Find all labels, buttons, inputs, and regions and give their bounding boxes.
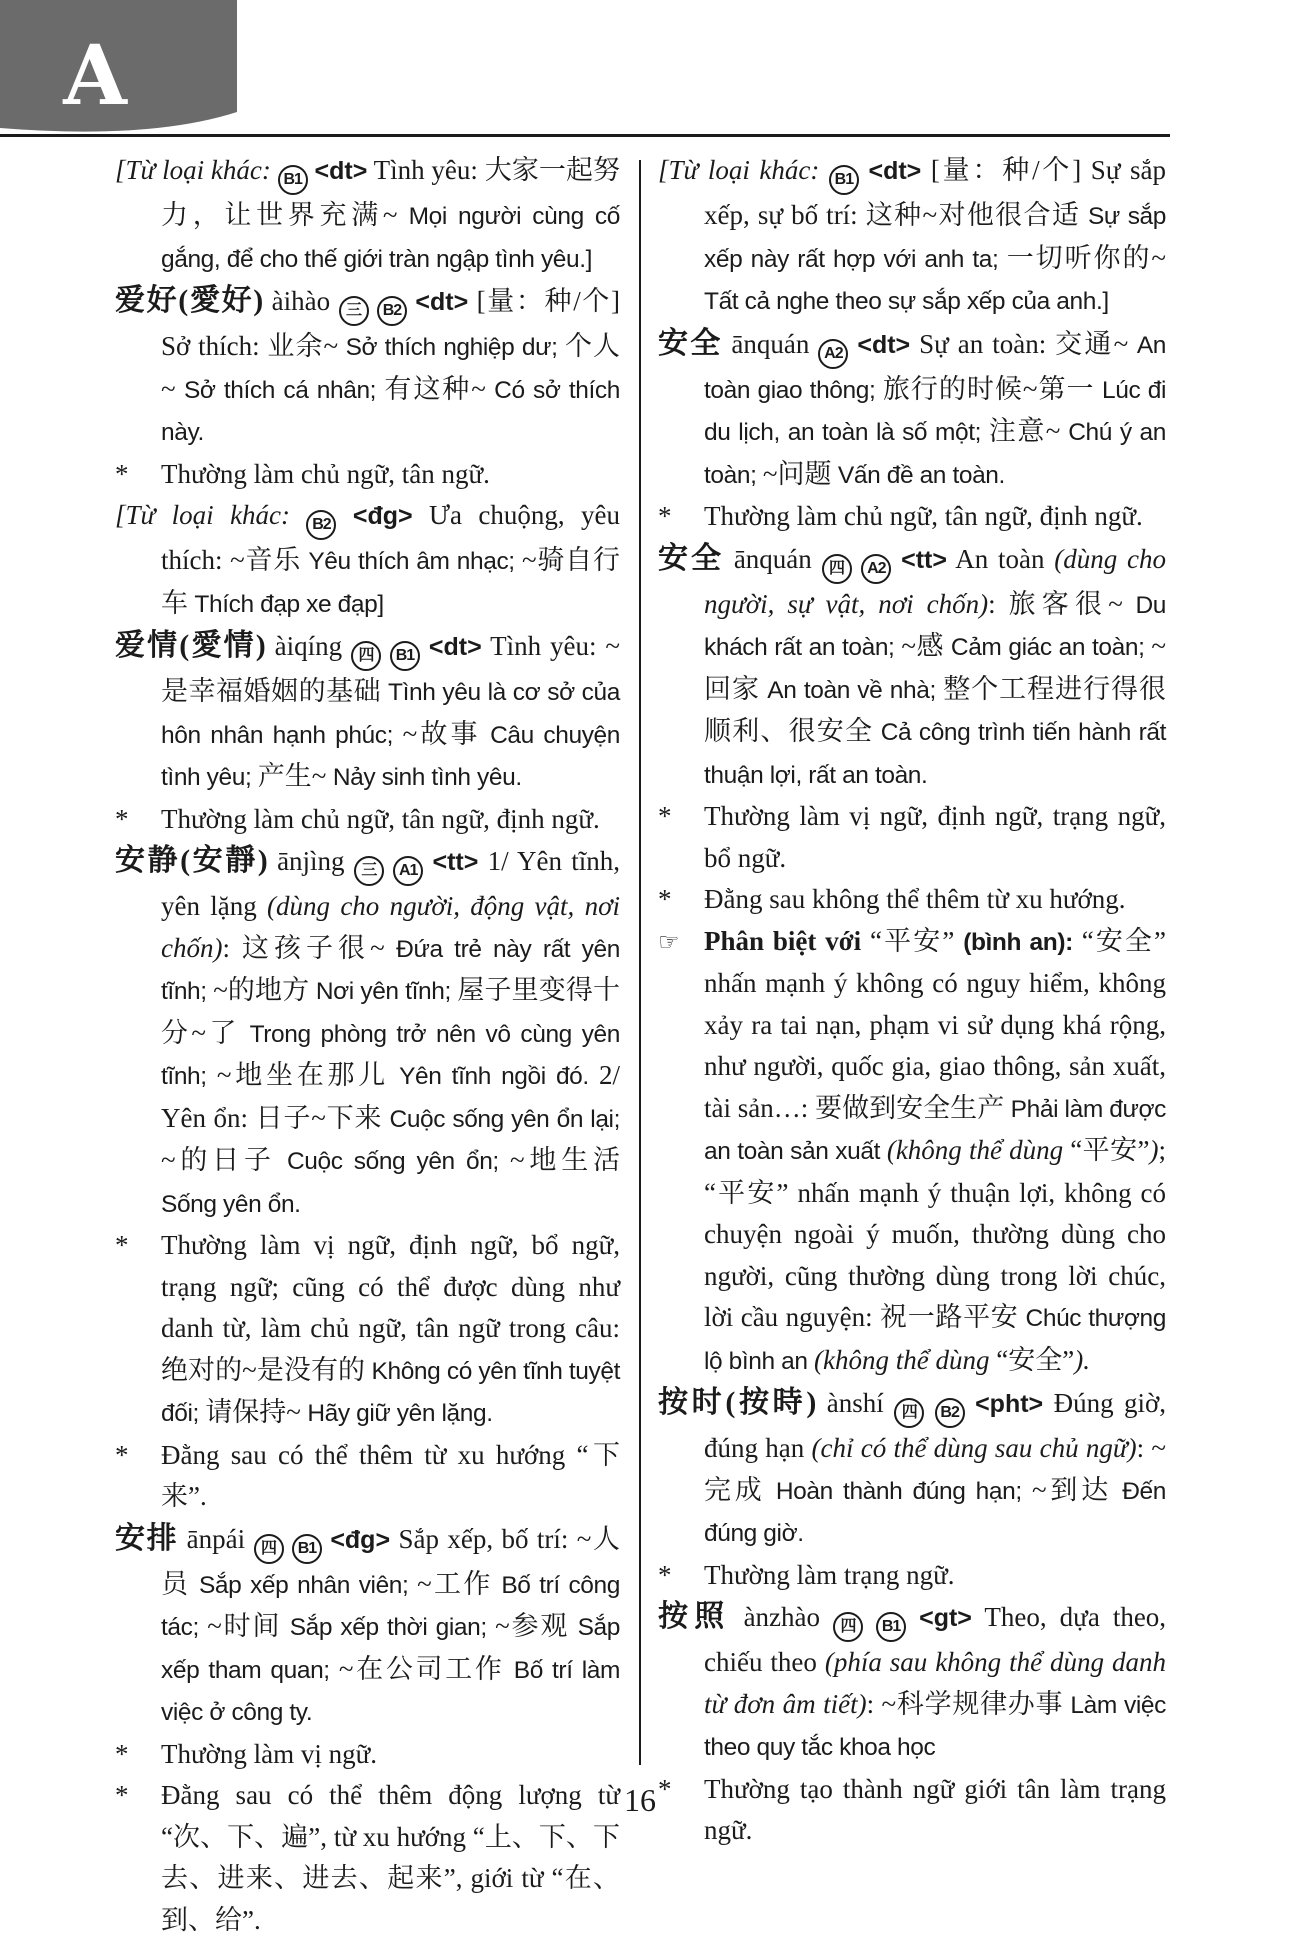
level-badge: 四: [833, 1612, 863, 1642]
text-segment: Sở thích cá nhân;: [175, 376, 385, 404]
headword: 安全: [658, 541, 725, 575]
text-segment: [852, 544, 862, 574]
level-badge: B1: [390, 641, 420, 671]
level-badge: 三: [339, 296, 369, 326]
text-segment: Phải làm được an toàn sản xuất: [704, 1095, 1167, 1165]
text-segment: Thường làm trạng ngữ.: [704, 1559, 955, 1590]
text-segment: nhấn mạnh ý thuận lợi, không có chuyện ngoài ý muốn, thường dùng cho người, cũng thường dùng trong lời chúc, lời cầu nguyện:: [704, 1177, 1166, 1332]
text-segment: (không thể dùng: [886, 1135, 1071, 1165]
text-segment: “在、到、给”: [161, 1863, 621, 1935]
text-segment: [965, 1388, 975, 1418]
text-segment: Thường làm vị ngữ.: [161, 1738, 378, 1769]
text-segment: (chỉ có thể dùng sau chủ ngữ): [811, 1433, 1137, 1463]
text-segment: Tình yêu là cơ sở của hôn nhân hạnh phúc;: [161, 679, 620, 749]
text-segment: 祝一路平安: [880, 1302, 1019, 1332]
pinyin: ānquán: [722, 328, 819, 359]
text-segment: 屋子里变得十分~了: [161, 975, 620, 1048]
text-segment: Câu chuyện tình yêu;: [161, 721, 620, 791]
text-segment: ~在公司工作: [338, 1653, 505, 1684]
section-tab: [0, 0, 240, 147]
headword: 按照: [658, 1600, 731, 1633]
text-segment: ~的日子: [161, 1145, 276, 1175]
text-segment: 整个工程进行得很顺利、很安全: [704, 673, 1167, 746]
text-segment: ~骑自行车: [161, 545, 620, 618]
text-segment: [1073, 926, 1082, 956]
bullet-marker: *: [115, 1230, 129, 1260]
text-segment: Làm việc theo quy tắc khoa học: [704, 1691, 1166, 1761]
level-badge: B1: [278, 165, 308, 195]
text-segment: Tình yêu:: [481, 631, 606, 661]
text-segment: 产生~: [257, 761, 327, 791]
text-segment: [848, 329, 857, 359]
text-segment: ~工作: [417, 1568, 493, 1599]
text-segment: ~到达: [1031, 1474, 1113, 1505]
pos-tag: <đg>: [330, 1525, 391, 1554]
level-badge: B2: [377, 296, 407, 326]
text-segment: Đúng giờ, đúng hạn: [704, 1388, 1167, 1463]
level-badge: B2: [306, 510, 336, 540]
text-segment: , giới từ: [455, 1863, 552, 1893]
text-segment: Thường làm chủ ngữ, tân ngữ.: [161, 458, 490, 489]
text-segment: (phía sau không thể dùng danh từ đơn âm tiết): [704, 1647, 1166, 1719]
text-segment: “平安”: [870, 925, 955, 956]
pos-tag: <dt>: [868, 157, 922, 185]
text-segment: [906, 1602, 919, 1632]
text-segment: ~故事: [402, 718, 481, 749]
text-segment: 请保持~: [205, 1397, 301, 1427]
text-segment: ~地生活: [510, 1145, 621, 1175]
entry-paragraph: [658, 1596, 1166, 1769]
text-segment: 大家一起努力，让世界充满~: [161, 155, 621, 230]
text-segment: An toàn: [946, 543, 1055, 574]
text-segment: ~的地方: [213, 975, 310, 1005]
text-segment: [863, 1602, 876, 1632]
text-segment: 注意~: [988, 416, 1061, 446]
text-segment: “平安”: [1070, 1135, 1150, 1165]
text-segment: [369, 286, 377, 316]
bullet-paragraph: [658, 879, 1166, 921]
text-segment: 1/ Yên tĩnh, yên lặng: [161, 846, 621, 921]
level-badge: B2: [935, 1398, 965, 1428]
text-segment: Sự an toàn:: [910, 328, 1056, 359]
text-segment: [384, 846, 393, 876]
text-segment: Đằng sau có thể thêm từ xu hướng: [161, 1439, 577, 1470]
entry-paragraph: [115, 625, 620, 799]
text-segment: [284, 1524, 292, 1554]
text-segment: (không thể dùng: [814, 1344, 997, 1375]
text-segment: Theo, dựa theo, chiếu theo: [704, 1602, 1167, 1677]
text-segment: ;: [1158, 1135, 1166, 1165]
level-badge: 四: [822, 554, 852, 584]
level-badge: 三: [354, 856, 384, 886]
pos-tag: <đg>: [352, 502, 413, 530]
text-segment: (dùng cho người, sự vật, nơi chốn): [704, 543, 1167, 619]
bullet-marker: *: [115, 1780, 129, 1810]
text-segment: ~完成: [704, 1433, 1166, 1505]
text-segment: Sở thích:: [161, 331, 268, 361]
section-letter: A: [63, 28, 127, 124]
text-segment: Cảm giác an toàn;: [944, 634, 1152, 661]
text-segment: :: [222, 932, 242, 963]
text-segment: Cả công trình tiến hành rất thuận lợi, rất an toàn.: [704, 719, 1166, 789]
text-segment: [381, 631, 390, 661]
text-segment: Nảy sinh tình yêu.: [326, 764, 522, 791]
text-segment: ~是幸福婚姻的基础: [161, 631, 620, 706]
pos-tag: <dt>: [428, 633, 482, 661]
header-rule: [0, 134, 1170, 137]
entry-paragraph: [115, 280, 620, 454]
level-badge: B1: [829, 165, 859, 195]
pos-tag: <dt>: [857, 330, 911, 359]
text-segment: ~参观: [495, 1611, 570, 1641]
level-badge: B1: [292, 1534, 322, 1564]
pos-tag: <tt>: [901, 545, 947, 574]
text-segment: .: [253, 1904, 261, 1935]
pinyin: ānjìng: [267, 846, 354, 876]
text-segment: Tình yêu:: [367, 155, 485, 185]
bullet-paragraph: [115, 1435, 620, 1518]
text-segment: 旅客很~: [1008, 588, 1123, 619]
pinyin: àihào: [263, 286, 339, 316]
text-segment: Ưa chuộng, yêu thích:: [161, 500, 621, 575]
text-segment: “平安”: [704, 1177, 789, 1208]
text-segment: Sự sắp xếp, sự bố trí:: [704, 155, 1167, 230]
text-segment: Sắp xếp thời gian;: [281, 1614, 496, 1641]
text-segment: ).: [1074, 1344, 1090, 1375]
text-segment: , từ xu hướng: [320, 1821, 473, 1852]
pinyin: àiqíng: [265, 631, 352, 661]
text-segment: [量：种/个]: [476, 286, 620, 316]
text-segment: Sắp xếp nhân viên;: [190, 1571, 418, 1599]
text-segment: 一切听你的~: [1006, 242, 1166, 273]
text-segment: Hãy giữ yên lặng.: [300, 1400, 493, 1427]
right-column: [658, 150, 1166, 1852]
text-segment: [Từ loại khác:: [658, 155, 829, 185]
text-segment: [954, 926, 963, 956]
bullet-marker: *: [658, 501, 672, 531]
text-segment: Sắp xếp, bố trí:: [390, 1523, 577, 1554]
text-segment: 这孩子很~: [241, 932, 385, 963]
level-badge: A2: [861, 554, 891, 584]
text-segment: “次、下、遍”: [161, 1821, 321, 1852]
text-segment: ~回家: [704, 631, 1166, 704]
column-divider: [639, 160, 641, 1765]
text-segment: Đến đúng giờ.: [704, 1477, 1166, 1547]
text-segment: [308, 155, 315, 185]
text-segment: [921, 155, 931, 185]
text-segment: Cuộc sống yên ổn;: [275, 1148, 511, 1175]
headword: 安全: [658, 326, 723, 360]
note-paragraph: [658, 150, 1166, 323]
pos-tag: <gt>: [919, 1604, 972, 1632]
text-segment: [420, 631, 429, 661]
bullet-paragraph: [115, 799, 620, 841]
text-segment: Mọi người cùng cố gắng, để cho thế giới tràn ngập tình yêu.]: [161, 203, 621, 273]
text-segment: ~音乐: [230, 545, 302, 575]
entry-paragraph: [658, 323, 1166, 497]
text-segment: ~感: [901, 631, 944, 661]
text-segment: Bố trí làm việc ở công ty.: [161, 1656, 620, 1726]
text-segment: Vấn đề an toàn.: [831, 461, 1005, 489]
text-segment: Thích đạp xe đạp]: [188, 590, 384, 618]
pointing-hand-icon: ☞: [658, 927, 680, 956]
headword: 爱情(愛情): [115, 629, 266, 662]
bullet-marker: *: [658, 1559, 672, 1590]
bullet-marker: *: [115, 1738, 129, 1769]
pointer-note-paragraph: [658, 921, 1166, 1383]
text-segment: Không có yên tĩnh tuyệt đối;: [161, 1357, 621, 1427]
text-segment: 这种~对他很合适: [865, 200, 1081, 230]
level-badge: 四: [254, 1534, 284, 1564]
bullet-paragraph: [115, 1734, 620, 1776]
level-badge: 四: [351, 641, 381, 671]
text-segment: 日子~下来: [255, 1102, 383, 1133]
entry-paragraph: [115, 840, 620, 1225]
text-segment: Sống yên ổn.: [161, 1190, 301, 1218]
text-segment: ~时间: [207, 1611, 282, 1641]
text-segment: ): [1149, 1135, 1159, 1165]
text-segment: [468, 286, 476, 316]
text-segment: Đằng sau có thể thêm động lượng từ: [161, 1780, 620, 1810]
text-segment: “下来”: [161, 1439, 621, 1511]
bullet-paragraph: [115, 454, 620, 496]
text-segment: Có sở thích này.: [161, 376, 620, 446]
level-badge: A2: [818, 339, 848, 369]
section-tab-shape: [0, 0, 240, 142]
text-segment: 2/ Yên ổn:: [161, 1060, 620, 1133]
text-segment: [423, 846, 432, 876]
level-badge: A1: [393, 856, 423, 886]
text-segment: Bố trí công tác;: [161, 1571, 620, 1641]
text-segment: 要做到安全生产: [815, 1092, 1005, 1123]
text-segment: Sắp xếp tham quan;: [161, 1614, 621, 1684]
page-number: 16: [624, 1782, 656, 1818]
pinyin: ānpái: [178, 1523, 254, 1554]
text-segment: Chúc thượng lộ bình an: [704, 1305, 1166, 1375]
text-segment: Thường tạo thành ngữ giới tân làm trạng ngữ.: [704, 1773, 1166, 1845]
text-segment: 绝对的~是没有的: [161, 1354, 366, 1385]
bullet-paragraph: [658, 496, 1166, 538]
headword: 按时(按時): [658, 1386, 817, 1419]
text-segment: “安全”: [1081, 925, 1167, 956]
text-segment: 业余~: [267, 331, 339, 361]
bullet-marker: *: [115, 1439, 129, 1470]
text-segment: [924, 1388, 934, 1418]
text-segment: [336, 500, 352, 530]
text-segment: Sở thích nghiệp dư;: [338, 334, 565, 361]
bullet-marker: *: [658, 801, 672, 831]
text-segment: Trong phòng trở nên vô cùng yên tĩnh;: [161, 1020, 620, 1090]
entry-paragraph: [658, 538, 1166, 797]
text-segment: [891, 544, 901, 574]
text-segment: Chú ý an toàn;: [704, 419, 1166, 489]
text-segment: :: [988, 588, 1009, 619]
pinyin: ànzhào: [730, 1602, 834, 1632]
text-segment: ~地坐在那儿: [216, 1060, 389, 1090]
text-segment: :: [866, 1688, 882, 1719]
text-segment: ~人员: [161, 1523, 620, 1599]
text-segment: :: [1136, 1433, 1152, 1463]
headword: 爱好(愛好): [115, 284, 264, 317]
text-segment: “安全”: [996, 1344, 1075, 1375]
text-segment: ~问题: [762, 458, 832, 489]
text-segment: .: [199, 1481, 207, 1511]
text-segment: Thường làm vị ngữ, định ngữ, bổ ngữ, trạng ngữ; cũng có thể được dùng như danh từ, làm chủ ngữ, tân ngữ trong câu:: [161, 1230, 620, 1343]
text-segment: Tất cả nghe theo sự sắp xếp của anh.]: [704, 288, 1109, 315]
text-segment: Hoàn thành đúng hạn;: [765, 1477, 1032, 1505]
pos-tag: <dt>: [415, 288, 469, 316]
text-segment: ~科学规律办事: [881, 1688, 1064, 1719]
text-segment: [Từ loại khác:: [115, 155, 278, 185]
text-segment: Thường làm chủ ngữ, tân ngữ, định ngữ.: [161, 803, 600, 834]
entry-paragraph: [658, 1382, 1166, 1555]
level-badge: B1: [876, 1612, 906, 1642]
pos-tag: <dt>: [314, 157, 368, 185]
note-paragraph: [115, 495, 620, 625]
pos-tag: <tt>: [432, 848, 479, 876]
text-segment: Đứa trẻ này rất yên tĩnh;: [161, 935, 620, 1005]
headword: 安静(安靜): [115, 844, 268, 877]
text-segment: 交通~: [1055, 328, 1129, 359]
text-segment: [Từ loại khác:: [115, 500, 307, 530]
bullet-paragraph: [115, 1225, 620, 1435]
text-segment: Thường làm chủ ngữ, tân ngữ, định ngữ.: [704, 501, 1143, 531]
text-segment: nhấn mạnh ý không có nguy hiểm, không xảy ra tai nạn, phạm vi sử dụng khá rộng, như người, quốc gia, giao thông, sản xuất, tài sản…:: [704, 968, 1166, 1123]
text-segment: 有这种~: [384, 373, 486, 404]
level-badge: 四: [894, 1398, 924, 1428]
text-segment: Yên tĩnh ngồi đó.: [388, 1063, 599, 1090]
pos-tag: <pht>: [975, 1390, 1044, 1418]
note-paragraph: [115, 150, 620, 280]
bullet-marker: *: [115, 458, 129, 489]
text-segment: Lúc đi du lịch, an toàn là số một;: [704, 376, 1167, 446]
bullet-paragraph: [658, 796, 1166, 879]
text-segment: (dùng cho người, động vật, nơi chốn): [161, 891, 620, 963]
headword: 安排: [115, 1521, 179, 1555]
text-segment: Thường làm vị ngữ, định ngữ, trạng ngữ, bổ ngữ.: [704, 801, 1166, 873]
text-segment: Nơi yên tĩnh;: [309, 978, 458, 1005]
text-segment: “上、下、下去、进来、进去、起来”: [161, 1821, 621, 1893]
text-segment: Đằng sau không thể thêm từ xu hướng.: [704, 884, 1126, 914]
bullet-marker: *: [658, 1773, 672, 1804]
text-segment: An toàn về nhà;: [759, 676, 944, 704]
left-column: [115, 150, 620, 1941]
bullet-marker: *: [658, 884, 672, 914]
text-segment: 个人~: [161, 331, 620, 404]
text-segment: Cuộc sống yên ổn lại;: [382, 1105, 621, 1133]
pinyin: ànshí: [816, 1388, 895, 1418]
text-segment: (bình an):: [963, 928, 1073, 956]
text-segment: Sự sắp xếp này rất hợp với anh ta;: [704, 203, 1166, 273]
text-segment: Du khách rất an toàn;: [704, 591, 1166, 661]
pinyin: ānquán: [724, 543, 822, 574]
entry-paragraph: [115, 1518, 620, 1734]
text-segment: Yêu thích âm nhạc;: [301, 548, 522, 575]
text-segment: [量：种/个]: [930, 155, 1082, 185]
bullet-marker: *: [115, 803, 129, 834]
bullet-paragraph: [658, 1555, 1166, 1597]
text-segment: Phân biệt với: [704, 925, 871, 956]
text-segment: An toàn giao thông;: [704, 331, 1167, 404]
text-segment: 旅行的时候~第一: [882, 373, 1095, 404]
